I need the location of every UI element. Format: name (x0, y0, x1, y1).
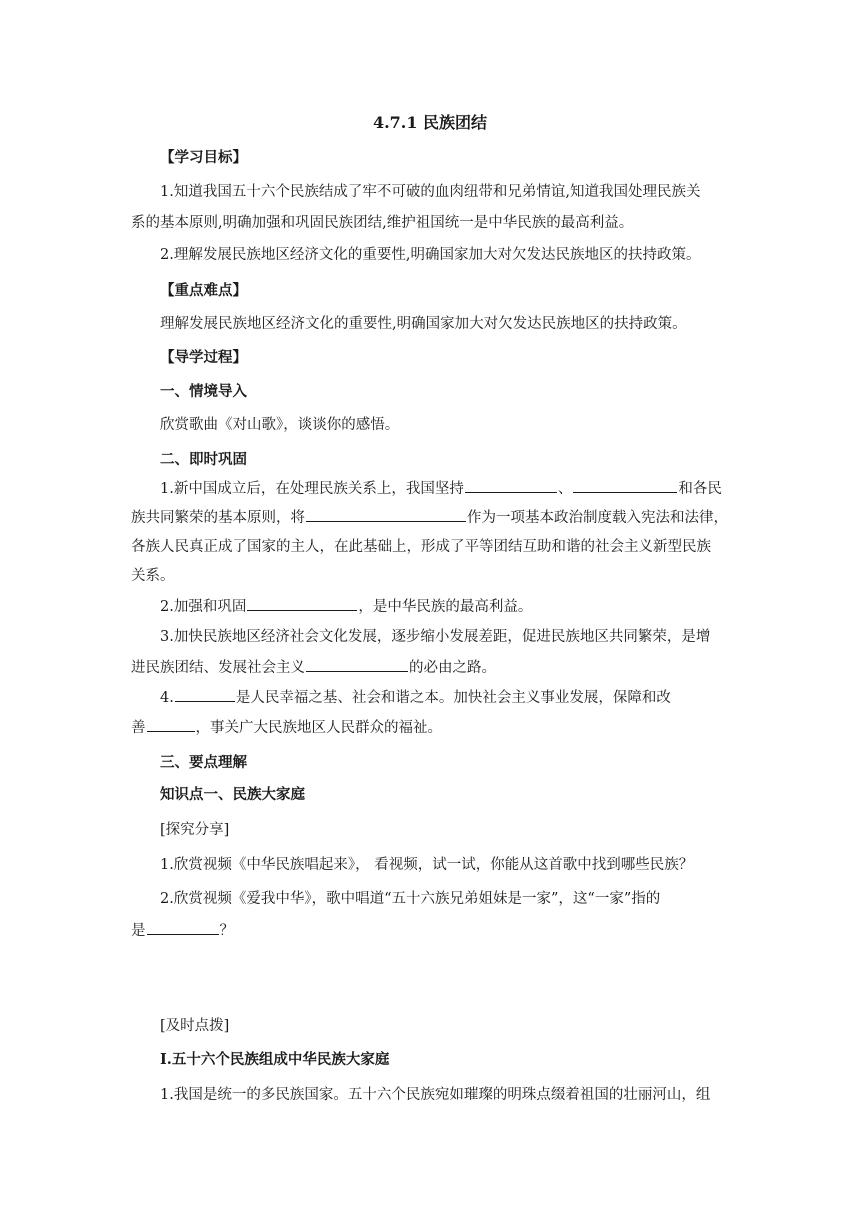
fill-blank[interactable] (306, 657, 408, 672)
objective-1-line-1: 1.知道我国五十六个民族结成了牢不可破的血肉纽带和兄弟情谊,知道我国处理民族关 (160, 184, 701, 200)
fill-blank[interactable] (306, 507, 466, 522)
explore-item-2-line-1: 2.欣赏视频《爱我中华》，歌中唱道“五十六族兄弟姐妹是一家”，这“一家”指的 (160, 891, 661, 907)
question-2-text-a: 2.加强和巩固 (160, 599, 247, 615)
section-1-text: 欣赏歌曲《对山歌》，谈谈你的感悟。 (160, 417, 400, 433)
question-2-text-b: ，是中华民族的最高利益。 (358, 599, 533, 615)
section-2-heading: 二、即时巩固 (160, 451, 247, 468)
explore-item-2-line-2 (131, 920, 234, 941)
question-1-line-3: 各族人民真正成了国家的主人，在此基础上，形成了平等团结互助和谐的社会主义新型民族 (131, 539, 711, 555)
question-4-line-1 (160, 687, 671, 708)
question-4-line-2 (131, 717, 442, 738)
explore-item-2-text-a: 是 (131, 923, 146, 939)
explore-item-2-text-b: ？ (219, 923, 234, 939)
question-3-line-1: 3.加快民族地区经济社会文化发展，逐步缩小发展差距，促进民族地区共同繁荣，是增 (160, 629, 711, 645)
question-1-line-2 (131, 507, 728, 528)
objective-2: 2.理解发展民族地区经济文化的重要性,明确国家加大对欠发达民族地区的扶持政策。 (160, 247, 701, 263)
fill-blank[interactable] (147, 717, 195, 732)
question-1-line-1 (160, 478, 722, 499)
question-1-line-4: 关系。 (131, 568, 175, 584)
objective-1-line-2: 系的基本原则,明确加强和巩固民族团结,维护祖国统一是中华民族的最高利益。 (131, 215, 634, 231)
question-3-line-2 (131, 657, 496, 678)
section-3-heading: 三、要点理解 (160, 754, 247, 771)
key-points-heading: 【重点难点】 (160, 282, 247, 299)
question-1-text-e: 作为一项基本政治制度载入宪法和法律， (467, 510, 728, 526)
question-3-text-b: 的必由之路。 (409, 660, 496, 676)
question-4-text-b: 是人民幸福之基、社会和谐之本。加快社会主义事业发展，保障和改 (235, 690, 671, 706)
paragraph-1: 1.我国是统一的多民族国家。五十六个民族宛如璀璨的明珠点缀着祖国的壮丽河山，组 (160, 1087, 711, 1103)
objectives-heading: 【学习目标】 (160, 149, 247, 166)
subheading-1: Ⅰ.五十六个民族组成中华民族大家庭 (160, 1051, 390, 1068)
question-1-text-a: 1.新中国成立后，在处理民族关系上，我国坚持 (160, 481, 464, 497)
fill-blank[interactable] (175, 687, 235, 702)
explore-item-1: 1.欣赏视频《中华民族唱起来》， 看视频，试一试，你能从这首歌中找到哪些民族？ (160, 857, 694, 873)
question-4-text-d: ，事关广大民族地区人民群众的福祉。 (195, 720, 442, 736)
question-2 (160, 596, 532, 617)
question-3-text-a: 进民族团结、发展社会主义 (131, 660, 305, 676)
tip-heading: [及时点拨] (160, 1018, 230, 1034)
key-points-text: 理解发展民族地区经济文化的重要性,明确国家加大对欠发达民族地区的扶持政策。 (160, 316, 687, 332)
document-title: 4.7.1 民族团结 (372, 113, 488, 132)
process-heading: 【导学过程】 (160, 349, 247, 366)
question-4-text-a: 4. (160, 690, 174, 706)
section-1-heading: 一、情境导入 (160, 383, 247, 400)
fill-blank[interactable] (465, 478, 557, 493)
fill-blank[interactable] (573, 478, 677, 493)
fill-blank[interactable] (247, 596, 357, 611)
question-1-text-b: 、 (557, 481, 573, 497)
explore-heading: [探究分享] (160, 822, 230, 838)
question-4-text-c: 善 (131, 720, 146, 736)
question-1-text-d: 族共同繁荣的基本原则，将 (131, 510, 305, 526)
fill-blank[interactable] (147, 920, 219, 935)
question-1-text-c: 和各民 (678, 481, 722, 497)
knowledge-point-1: 知识点一、民族大家庭 (160, 786, 305, 803)
